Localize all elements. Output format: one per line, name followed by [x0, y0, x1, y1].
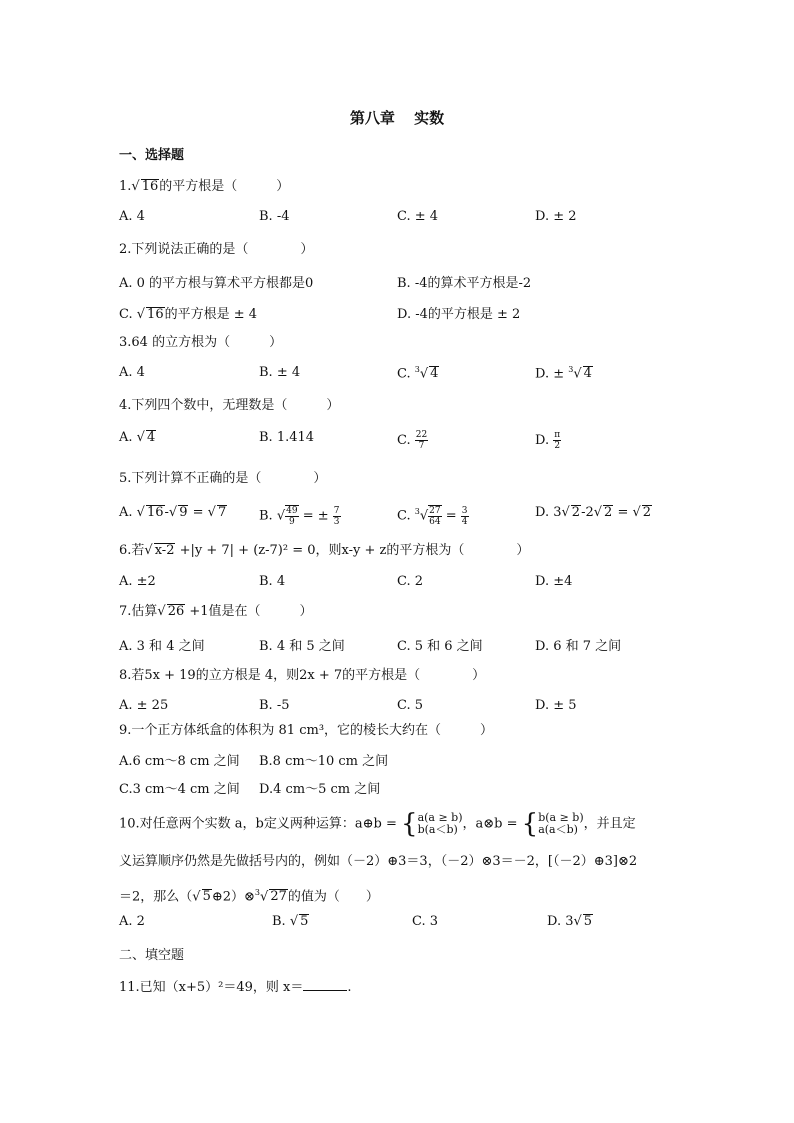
q6-option-b: B. 4 [259, 574, 286, 589]
q4-d-fraction [553, 430, 561, 451]
q9-option-d: D.4 cm～5 cm 之间 [259, 782, 381, 797]
q10-radicand-1: 5 [202, 889, 211, 905]
q3-option-b: B. ± 4 [259, 365, 301, 380]
q10-text-c: ，并且定 [583, 816, 636, 832]
q5-b-numerator: 49 [286, 506, 298, 516]
q5-a-radicand-2: 9 [179, 505, 188, 520]
q9-options-row2 [119, 778, 679, 800]
q9-option-c: C.3 cm～4 cm 之间 [119, 782, 240, 797]
q4-d-numerator: π [554, 430, 561, 440]
q1-option-d: D. ± 2 [535, 209, 577, 224]
q11-stem: 11.已知（x+5）²＝49，则 x＝ [119, 980, 304, 995]
q10-case-1a: a(a ≥ b) [417, 811, 463, 824]
q1-option-a: A. 4 [119, 209, 145, 224]
q5-a-equals: = [188, 505, 208, 520]
q10-b-radicand: 5 [300, 914, 309, 929]
q5-a-radicand-3: 7 [217, 505, 227, 520]
q10-cases-1 [418, 812, 463, 836]
question-3: 3.64 的立方根为（ ） [119, 335, 283, 350]
q5-b-result-numerator: 7 [333, 505, 340, 516]
q10-text-a: 10.对任意两个实数 a，b定义两种运算：a⊕b = [119, 816, 402, 832]
q7-option-a: A. 3 和 4 之间 [119, 639, 205, 654]
q6-radicand: x-2 [154, 543, 175, 558]
q5-a-label: A. [119, 505, 137, 520]
q10-cases-2 [538, 812, 583, 836]
q10-option-d: D. 3√ 5 [547, 914, 593, 929]
q5-options [119, 505, 679, 527]
q10-line3-b: ⊕2）⊗ [211, 889, 255, 905]
q4-option-b: B. 1.414 [259, 430, 315, 445]
q6-option-d: D. ±4 [535, 574, 573, 589]
q4-c-label: C. [397, 433, 415, 448]
q3-d-label: D. ± [535, 366, 565, 382]
q3-option-c: C. $^3$√ 4 [397, 365, 439, 382]
q2-options-row2 [119, 303, 679, 325]
q5-c-result-denominator: 4 [461, 516, 468, 527]
q6-option-c: C. 2 [397, 574, 424, 589]
q2-option-b: B. -4的算术平方根是-2 [397, 276, 532, 291]
q1-number: 1. [119, 179, 132, 194]
q10-index: 3 [254, 888, 261, 897]
q6-stem: +|y + 7| + (z-7)² = 0，则x-y + z的平方根为（ ） [175, 543, 530, 558]
question-9: 9.一个正方体纸盒的体积为 81 cm³，它的棱长大约在（ ） [119, 723, 494, 738]
q1-radicand: 16 [141, 179, 159, 194]
q5-a-minus: - [164, 505, 169, 520]
q3-d-index: 3 [568, 365, 574, 374]
q10-b-label: B. [272, 914, 290, 929]
q10-text-b: ，a⊗b = [462, 816, 522, 832]
q1-stem: 的平方根是（ ） [159, 179, 290, 194]
q10-case-1b: b(a＜b) [417, 823, 458, 836]
q4-a-radicand: 4 [146, 430, 156, 445]
q1-option-b: B. -4 [259, 209, 290, 224]
q11-answer-blank[interactable] [303, 978, 347, 991]
q8-option-c: C. 5 [397, 698, 424, 713]
q7-radicand: 26 [167, 604, 185, 619]
q4-options [119, 430, 679, 452]
q10-d-radicand: 5 [583, 914, 593, 929]
q3-c-label: C. [397, 366, 415, 382]
q5-d-label: D. 3 [535, 505, 562, 520]
q9-options-row1 [119, 750, 679, 772]
question-10-line-3: ＝2，那么（√ 5⊕2）⊗$^3$√ 27的值为（ ） [119, 888, 379, 905]
q5-c-result-fraction [461, 506, 469, 527]
q9-option-a: A.6 cm～8 cm 之间 [119, 754, 240, 769]
q3-c-index: 3 [414, 365, 420, 374]
q10-option-b: B. √ 5 [272, 914, 309, 929]
q4-c-fraction [415, 430, 428, 451]
question-4: 4.下列四个数中，无理数是（ ） [119, 398, 340, 413]
question-5: 5.下列计算不正确的是（ ） [119, 471, 327, 486]
q6-option-a: A. ±2 [119, 574, 156, 589]
question-1: 1.√ 16的平方根是（ ） [119, 179, 290, 194]
q10-option-a: A. 2 [119, 914, 145, 929]
q5-b-denominator: 9 [288, 517, 295, 527]
q7-options [119, 635, 679, 657]
q5-b-fraction [285, 505, 298, 527]
q5-d-minus: -2 [581, 505, 594, 520]
q7-number: 7.估算 [119, 604, 158, 619]
q8-option-a: A. ± 25 [119, 698, 169, 713]
q2-option-d: D. -4的平方根是 ± 2 [397, 307, 521, 322]
q4-option-c [397, 430, 428, 451]
q4-d-label: D. [535, 433, 554, 448]
q3-options [119, 365, 679, 387]
question-7: 7.估算√ 26 +1值是在（ ） [119, 604, 313, 619]
q2-options-row1 [119, 272, 679, 294]
q5-c-numerator: 27 [429, 506, 441, 516]
q10-brace-2: { [521, 809, 539, 839]
question-6: 6.若√ x-2 +|y + 7| + (z-7)² = 0，则x-y + z的平方根为（ ） [119, 543, 530, 558]
q2-c-label: C. [119, 307, 137, 322]
q5-b-result-denominator: 3 [333, 516, 340, 527]
q10-radicand-2: 27 [270, 889, 287, 905]
q5-c-denominator: 64 [429, 517, 441, 527]
q5-c-index: 3 [414, 507, 420, 517]
q5-b-equals: = ± [298, 508, 333, 524]
q10-case-2a: b(a ≥ b) [538, 811, 584, 824]
q3-d-radicand: 4 [583, 366, 592, 382]
question-2: 2.下列说法正确的是（ ） [119, 242, 314, 257]
q2-option-a: A. 0 的平方根与算术平方根都是0 [119, 276, 314, 291]
q5-c-label: C. [397, 508, 415, 524]
q3-option-d: D. ± $^3$√ 4 [535, 365, 592, 382]
q7-option-d: D. 6 和 7 之间 [535, 639, 622, 654]
q5-option-d: D. 3√ 2-2√ 2 = √ 2 [535, 505, 652, 520]
q3-option-a: A. 4 [119, 365, 145, 380]
q5-c-equals: = [441, 508, 461, 524]
q1-options [119, 209, 679, 231]
q6-number: 6.若 [119, 543, 145, 558]
q8-options [119, 698, 679, 720]
q7-option-b: B. 4 和 5 之间 [259, 639, 345, 654]
q10-options [119, 914, 679, 936]
q2-option-c: C. √ 16的平方根是 ± 4 [119, 307, 258, 322]
q10-d-label: D. 3 [547, 914, 574, 929]
q5-d-radicand-2: 2 [604, 505, 613, 520]
question-11 [119, 978, 352, 998]
q4-c-denominator: 7 [418, 441, 425, 451]
page-title: 第八章 实数 [349, 109, 445, 127]
question-8: 8.若5x + 19的立方根是 4，则2x + 7的平方根是（ ） [119, 668, 486, 683]
q5-c-fraction [428, 505, 441, 527]
q11-end: . [347, 980, 352, 995]
q7-option-c: C. 5 和 6 之间 [397, 639, 483, 654]
q2-c-text: 的平方根是 ± 4 [164, 307, 258, 322]
q5-d-equals: = [613, 505, 633, 520]
q5-option-c: C. $^3$√ $\frac{27}{64}$ = $\frac{3}{4}$ [397, 505, 468, 527]
q5-d-radicand-3: 2 [642, 505, 652, 520]
q5-option-b: B. √ $\frac{49}{9}$ = ± $\frac{7}{3}$ [259, 505, 340, 527]
section-heading-fill: 二、填空题 [119, 948, 185, 963]
q1-option-c: C. ± 4 [397, 209, 439, 224]
q6-options [119, 574, 679, 596]
q10-brace-1: { [401, 809, 418, 839]
q2-c-radicand: 16 [147, 307, 164, 322]
q10-option-c: C. 3 [412, 914, 439, 929]
q5-b-result-fraction [333, 506, 341, 527]
q4-d-denominator: 2 [554, 441, 561, 451]
q4-a-label: A. [119, 430, 137, 445]
q9-option-b: B.8 cm～10 cm 之间 [259, 754, 389, 769]
section-heading-choice: 一、选择题 [119, 148, 185, 163]
q5-c-result-numerator: 3 [461, 505, 468, 516]
q10-case-2b: a(a＜b) [538, 823, 578, 836]
q10-line3-c: 的值为（ ） [287, 889, 379, 905]
q4-option-d [535, 430, 561, 451]
q8-option-d: D. ± 5 [535, 698, 577, 713]
q5-b-label: B. [259, 508, 277, 524]
q4-option-a: A. √ 4 [119, 430, 156, 445]
q3-c-radicand: 4 [430, 366, 439, 382]
q5-option-a: A. √ 16-√ 9 = √ 7 [119, 505, 227, 520]
q4-c-numerator: 22 [415, 430, 428, 440]
q8-option-b: B. -5 [259, 698, 290, 713]
q10-line3-a: ＝2，那么（ [119, 889, 193, 905]
q7-stem: +1值是在（ ） [185, 604, 313, 619]
q5-a-radicand-1: 16 [146, 505, 164, 520]
question-10-line-2: 义运算顺序仍然是先做括号内的，例如（－2）⊕3＝3，（－2）⊗3＝－2，[（－2）⊕3]⊗2 [119, 854, 638, 869]
q5-d-radicand-1: 2 [571, 505, 581, 520]
question-10-line-1 [119, 808, 636, 841]
